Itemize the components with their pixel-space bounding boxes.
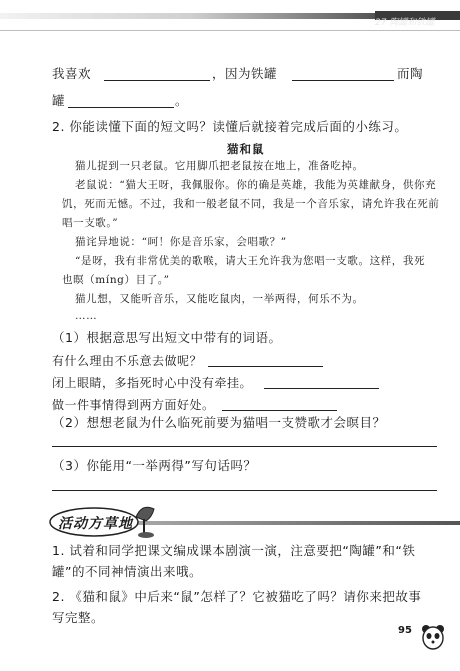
answer-line-sub3[interactable] [52, 490, 437, 491]
page-number: 95 [398, 625, 412, 636]
fill-line1-prefix: 我喜欢 [52, 66, 92, 81]
fill-line2-prefix: 罐 [52, 93, 66, 108]
blank-1[interactable] [104, 80, 210, 81]
blank-3[interactable] [68, 107, 174, 108]
fill-line2-suffix: 。 [175, 93, 189, 108]
story-line: “是呀，我有非常优美的歌喉，请大王允许我为您唱一支歌。这样，我死 [75, 255, 426, 267]
activity-badge-text: 活动方草地 [58, 516, 133, 532]
definition-1: 有什么理由不乐意去做呢？ [52, 354, 203, 368]
answer-blank-def3[interactable] [222, 410, 337, 411]
page-header [0, 0, 460, 36]
story-line: 老鼠说：“猫大王呀，我佩服你。你的确是英雄，我能为英雄献身，供你充 [75, 179, 437, 191]
header-gradient-bar [0, 13, 383, 19]
answer-line-sub2[interactable] [52, 446, 437, 447]
blank-2[interactable] [292, 80, 394, 81]
activity-item-2: 2. 《猫和鼠》中后来“鼠”怎样了？它被猫吃了吗？请你来把故事 [52, 589, 422, 604]
activity-item-1-cont: 罐”的不同神情演出来哦。 [52, 564, 202, 579]
header-rule [0, 30, 460, 31]
question-2-prompt: 2. 你能读懂下面的短文吗？读懂后就接着完成后面的小练习。 [52, 119, 408, 134]
activity-item-1: 1. 试着和同学把课文编成课本剧演一演，注意要把“陶罐”和“铁 [52, 543, 416, 558]
fill-line1-suffix: 而陶 [397, 66, 424, 81]
story-line: 猫诧异地说：“呵！你是音乐家，会唱歌？” [75, 236, 287, 248]
story-line: 猫儿捉到一只老鼠。它用脚爪把老鼠按在地上，准备吃掉。 [75, 160, 364, 172]
sub-question-1: （1）根据意思写出短文中带有的词语。 [52, 330, 282, 345]
chapter-label: 27 陶罐和铁罐 [375, 18, 435, 28]
definition-2: 闭上眼睛，多指死时心中没有牵挂。 [52, 376, 253, 390]
story-line: …… [75, 310, 98, 322]
answer-blank-def1[interactable] [208, 366, 323, 367]
panda-mascot-icon [418, 622, 448, 652]
story-line: 猫儿想，又能听音乐，又能吃鼠肉，一举两得，何乐不为。 [75, 293, 364, 305]
story-line: 饥，死而无憾。不过，我和一般老鼠不同，我是一个音乐家，请允许我在死前 [62, 198, 440, 210]
story-title: 猫和鼠 [227, 142, 265, 156]
answer-blank-def2[interactable] [264, 388, 379, 389]
sub-question-2: （2）想想老鼠为什么临死前要为猫唱一支赞歌才会暝目？ [52, 415, 386, 430]
fill-line1-middle: ，因为铁罐 [212, 66, 278, 81]
story-line: 也暝（míng）目了。” [62, 274, 170, 286]
activity-item-2-cont: 写完整。 [52, 610, 105, 625]
story-line: 唱一支歌。” [62, 217, 119, 229]
definition-3: 做一件事情得到两方面好处。 [52, 398, 215, 412]
sub-question-3: （3）你能用“一举两得”写句话吗？ [52, 458, 257, 473]
